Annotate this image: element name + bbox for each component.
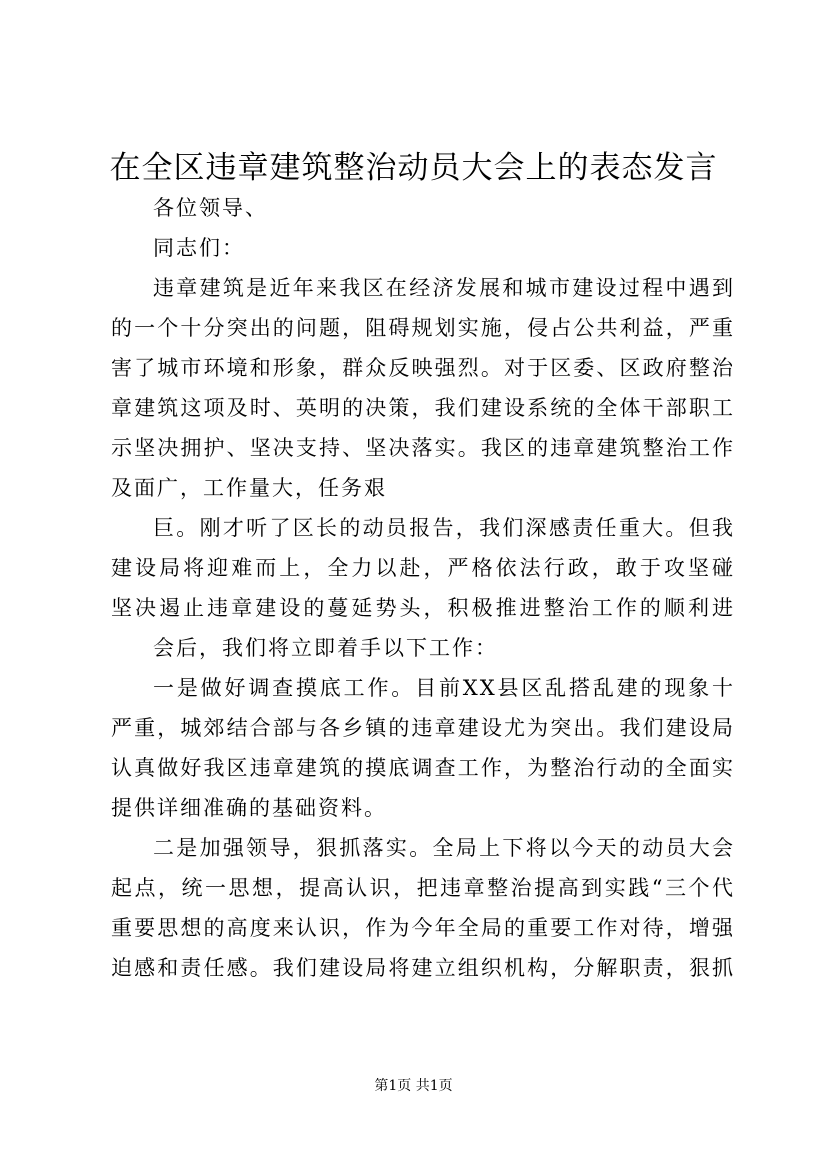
paragraph-5-line-4: 迫感和责任感。我们建设局将建立组织机构，分解职责，狠抓 [111, 956, 735, 980]
page-footer: 第1页 共1页 [374, 1078, 453, 1094]
salutation-line-2: 同志们： [153, 236, 245, 260]
paragraph-4-line-2: 严重，城郊结合部与各乡镇的违章建设尤为突出。我们建设局 [111, 716, 735, 740]
paragraph-3-line-1: 会后，我们将立即着手以下工作： [153, 636, 498, 660]
paragraph-4-line-3: 认真做好我区违章建筑的摸底调查工作，为整治行动的全面实 [111, 756, 735, 780]
paragraph-1-line-5: 示坚决拥护、坚决支持、坚决落实。我区的违章建筑整治工作 [111, 436, 735, 460]
paragraph-2-line-2: 建设局将迎难而上，全力以赴，严格依法行政，敢于攻坚碰 [111, 556, 735, 580]
paragraph-1-line-3: 害了城市环境和形象，群众反映强烈。对于区委、区政府整治 [111, 356, 735, 380]
paragraph-1-line-1: 违章建筑是近年来我区在经济发展和城市建设过程中遇到 [153, 276, 735, 300]
paragraph-2-line-3: 坚决遏止违章建设的蔓延势头，积极推进整治工作的顺利进 [111, 596, 735, 620]
paragraph-5-line-3: 重要思想的高度来认识，作为今年全局的重要工作对待，增强 [111, 916, 735, 940]
paragraph-1-line-4: 章建筑这项及时、英明的决策，我们建设系统的全体干部职工 [111, 396, 735, 420]
paragraph-2-line-1: 巨。刚才听了区长的动员报告，我们深感责任重大。但我 [153, 516, 735, 540]
paragraph-1-line-6: 及面广，工作量大，任务艰 [111, 476, 387, 500]
paragraph-5-line-1: 二是加强领导，狠抓落实。全局上下将以今天的动员大会 [153, 836, 735, 860]
document-title: 在全区违章建筑整治动员大会上的表态发言 [109, 150, 718, 186]
salutation-line-1: 各位领导、 [153, 196, 268, 220]
paragraph-5-line-2: 起点，统一思想，提高认识，把违章整治提高到实践“三个代 [111, 876, 735, 900]
paragraph-4-line-4: 提供详细准确的基础资料。 [111, 796, 387, 820]
document-body [111, 188, 735, 988]
paragraph-1-line-2: 的一个十分突出的问题，阻碍规划实施，侵占公共利益，严重 [111, 316, 735, 340]
paragraph-4-line-1: 一是做好调查摸底工作。目前XX县区乱搭乱建的现象十 [153, 676, 735, 700]
